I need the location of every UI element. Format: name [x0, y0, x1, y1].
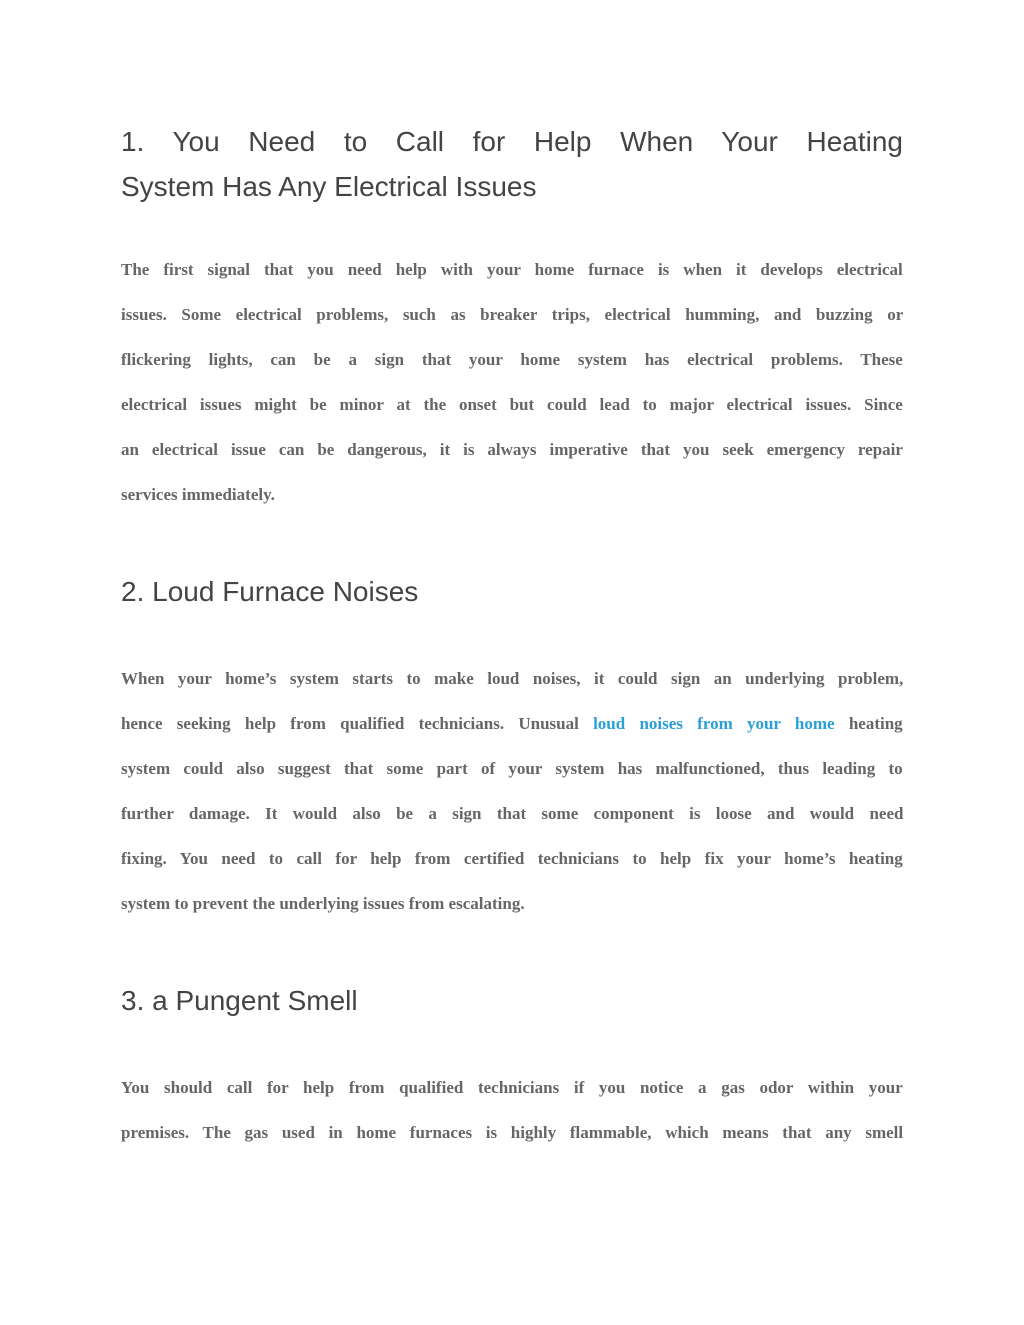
section-1-paragraph	[121, 247, 903, 517]
section-1-heading-line-1: 1. You Need to Call for Help When Your Heating	[121, 126, 903, 157]
paragraph-line: fixing. You need to call for help from certified technicians to help fix your home’s heating	[121, 849, 903, 868]
section-1-heading	[121, 119, 903, 209]
paragraph-line: flickering lights, can be a sign that your home system has electrical problems. These	[121, 350, 903, 369]
loud-noises-link[interactable]: loud noises from your home	[593, 714, 835, 733]
paragraph-line: electrical issues might be minor at the onset but could lead to major electrical issues. Since	[121, 395, 903, 414]
paragraph-line: premises. The gas used in home furnaces is highly flammable, which means that any smell	[121, 1123, 904, 1142]
section-2-heading: 2. Loud Furnace Noises	[121, 576, 419, 607]
paragraph-line: further damage. It would also be a sign that some component is loose and would need	[121, 804, 904, 823]
paragraph-line: system to prevent the underlying issues from escalating.	[121, 894, 525, 913]
line-text-before-link: hence seeking help from qualified technicians. Unusual	[121, 714, 594, 733]
section-3-paragraph	[121, 1065, 903, 1155]
section-3-heading: 3. a Pungent Smell	[121, 985, 358, 1016]
section-1-heading-line-2: System Has Any Electrical Issues	[121, 171, 537, 202]
paragraph-line: You should call for help from qualified technicians if you notice a gas odor within your	[121, 1078, 903, 1097]
paragraph-line: The first signal that you need help with your home furnace is when it develops electrical	[121, 260, 903, 279]
section-2-paragraph	[121, 656, 903, 926]
paragraph-line: When your home’s system starts to make loud noises, it could sign an underlying problem,	[121, 669, 904, 688]
paragraph-line-with-link	[121, 701, 903, 746]
line-text-after-link: heating	[834, 714, 903, 733]
paragraph-line: an electrical issue can be dangerous, it is always imperative that you seek emergency repair	[121, 440, 903, 459]
paragraph-line: system could also suggest that some part of your system has malfunctioned, thus leading to	[121, 759, 903, 778]
paragraph-line: issues. Some electrical problems, such as breaker trips, electrical humming, and buzzing or	[121, 305, 904, 324]
paragraph-line: services immediately.	[121, 485, 275, 504]
